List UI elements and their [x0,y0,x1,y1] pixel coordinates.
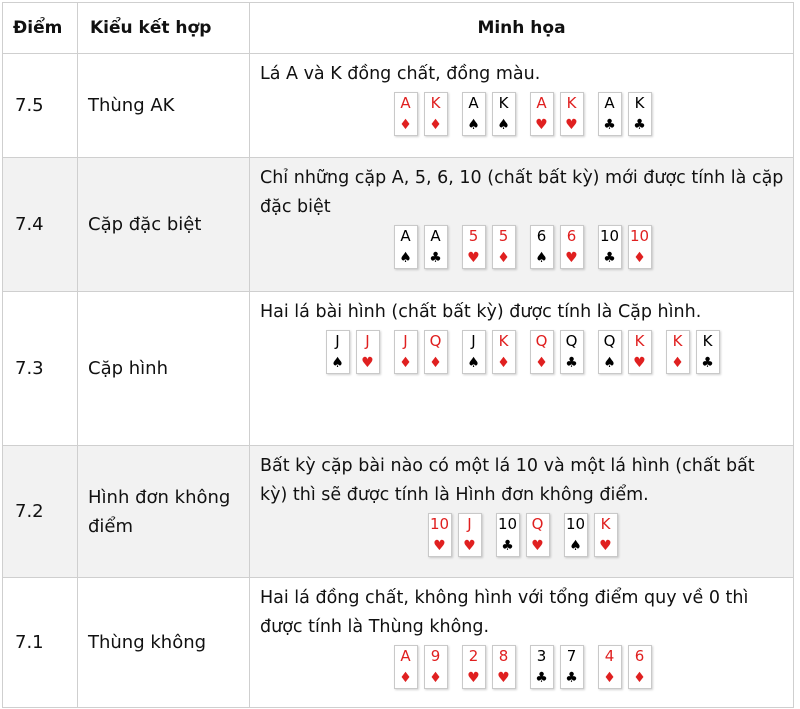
card-pair [530,330,584,374]
card-group [260,513,785,563]
card-suit-icon: ♦ [399,355,412,371]
playing-card [394,225,418,269]
row-combo-name: Thùng AK [78,54,250,158]
playing-card [356,330,380,374]
playing-card [492,330,516,374]
card-suit-icon: ♥ [565,117,578,133]
card-pair [598,645,652,689]
card-rank: J [335,332,340,350]
card-suit-icon: ♠ [535,250,548,266]
card-pair [326,330,380,374]
card-suit-icon: ♣ [535,670,548,686]
card-rank: J [467,515,472,533]
playing-card [594,513,618,557]
card-suit-icon: ♣ [701,355,714,371]
card-rank: 9 [430,647,441,665]
row-description: Lá A và K đồng chất, đồng màu. [260,64,541,84]
card-pair [598,92,652,136]
card-pair [394,645,448,689]
card-suit-icon: ♠ [399,250,412,266]
playing-card [492,645,516,689]
card-rank: K [498,332,509,350]
card-rank: 4 [604,647,615,665]
card-rank: A [400,647,411,665]
card-rank: 5 [498,227,509,245]
card-rank: A [400,94,411,112]
card-pair [530,225,584,269]
card-pair [394,225,448,269]
card-group [260,92,785,142]
playing-card [526,513,550,557]
card-suit-icon: ♣ [501,538,514,554]
card-suit-icon: ♣ [603,250,616,266]
card-group [260,225,785,275]
playing-card [628,645,652,689]
card-suit-icon: ♦ [399,117,412,133]
row-score: 7.1 [3,578,78,708]
card-rank: 10 [599,227,620,245]
row-combo-name: Cặp đặc biệt [78,158,250,292]
playing-card [462,225,486,269]
card-suit-icon: ♦ [603,670,616,686]
card-suit-icon: ♥ [535,117,548,133]
card-suit-icon: ♦ [399,670,412,686]
card-rank: K [634,332,645,350]
playing-card [428,513,452,557]
card-suit-icon: ♦ [429,355,442,371]
card-suit-icon: ♥ [599,538,612,554]
card-suit-icon: ♠ [331,355,344,371]
playing-card [492,225,516,269]
row-score: 7.3 [3,292,78,446]
card-suit-icon: ♦ [535,355,548,371]
card-rank: 5 [468,227,479,245]
card-suit-icon: ♦ [497,355,510,371]
playing-card [496,513,520,557]
playing-card [530,330,554,374]
card-pair [462,225,516,269]
row-illustration [250,446,794,578]
row-combo-name: Thùng không [78,578,250,708]
card-suit-icon: ♣ [603,117,616,133]
header-row [3,3,794,54]
table-row [3,54,794,158]
card-suit-icon: ♥ [463,538,476,554]
card-pair [530,92,584,136]
playing-card [530,92,554,136]
table-row [3,158,794,292]
card-rank: 10 [429,515,450,533]
card-rank: Q [531,515,544,533]
table-row [3,292,794,446]
row-description: Bất kỳ cặp bài nào có một lá 10 và một lá hình (chất bất kỳ) thì sẽ được tính là Hình đơn không điểm. [260,456,755,505]
card-rank: J [471,332,476,350]
playing-card [560,645,584,689]
row-illustration [250,54,794,158]
card-rank: K [430,94,441,112]
playing-card [424,330,448,374]
card-suit-icon: ♠ [497,117,510,133]
playing-card [424,225,448,269]
header-score: Điểm [3,3,78,54]
card-pair [428,513,482,557]
card-rank: K [702,332,713,350]
card-suit-icon: ♥ [633,355,646,371]
card-rank: J [365,332,370,350]
card-rank: A [536,94,547,112]
card-rank: K [600,515,611,533]
table-row [3,578,794,708]
playing-card [628,92,652,136]
playing-card [696,330,720,374]
card-suit-icon: ♥ [433,538,446,554]
row-score: 7.4 [3,158,78,292]
card-rank: 10 [565,515,586,533]
row-illustration [250,292,794,446]
card-suit-icon: ♣ [633,117,646,133]
playing-card [628,330,652,374]
card-rank: A [604,94,615,112]
playing-card [394,92,418,136]
card-suit-icon: ♦ [633,250,646,266]
card-suit-icon: ♥ [467,250,480,266]
card-suit-icon: ♥ [361,355,374,371]
card-rank: K [566,94,577,112]
playing-card [598,330,622,374]
card-rank: 6 [634,647,645,665]
card-suit-icon: ♠ [467,117,480,133]
card-rank: 3 [536,647,547,665]
row-description: Hai lá đồng chất, không hình với tổng điểm quy về 0 thì được tính là Thùng không. [260,588,749,637]
card-suit-icon: ♣ [429,250,442,266]
card-suit-icon: ♠ [467,355,480,371]
card-pair [530,645,584,689]
card-pair [462,645,516,689]
playing-card [462,330,486,374]
card-rank: A [400,227,411,245]
playing-card [424,645,448,689]
playing-card [564,513,588,557]
card-rank: Q [429,332,442,350]
card-rank: 7 [566,647,577,665]
playing-card [462,645,486,689]
card-rank: A [430,227,441,245]
card-pair [598,330,652,374]
row-illustration [250,158,794,292]
card-rank: K [498,94,509,112]
card-pair [462,92,516,136]
card-rank: Q [535,332,548,350]
header-combo: Kiểu kết hợp [78,3,250,54]
card-suit-icon: ♥ [467,670,480,686]
card-suit-icon: ♦ [671,355,684,371]
row-combo-name: Hình đơn không điểm [78,446,250,578]
header-illustration: Minh họa [250,3,794,54]
playing-card [560,330,584,374]
card-pair [564,513,618,557]
playing-card [560,225,584,269]
card-rank: 10 [497,515,518,533]
card-suit-icon: ♠ [603,355,616,371]
card-pair [394,92,448,136]
scoring-table [2,2,794,708]
playing-card [598,92,622,136]
playing-card [394,330,418,374]
playing-card [326,330,350,374]
card-pair [666,330,720,374]
card-rank: 10 [629,227,650,245]
card-suit-icon: ♣ [565,670,578,686]
playing-card [492,92,516,136]
row-description: Hai lá bài hình (chất bất kỳ) được tính là Cặp hình. [260,302,702,322]
card-suit-icon: ♦ [429,670,442,686]
row-description: Chỉ những cặp A, 5, 6, 10 (chất bất kỳ) mới được tính là cặp đặc biệt [260,168,784,217]
playing-card [666,330,690,374]
playing-card [530,645,554,689]
playing-card [458,513,482,557]
playing-card [462,92,486,136]
card-rank: 2 [468,647,479,665]
row-score: 7.5 [3,54,78,158]
row-illustration [250,578,794,708]
card-pair [598,225,652,269]
card-suit-icon: ♥ [565,250,578,266]
card-suit-icon: ♥ [531,538,544,554]
card-pair [462,330,516,374]
card-rank: Q [565,332,578,350]
playing-card [394,645,418,689]
playing-card [424,92,448,136]
card-rank: 6 [566,227,577,245]
card-suit-icon: ♠ [569,538,582,554]
playing-card [598,225,622,269]
card-rank: 8 [498,647,509,665]
playing-card [530,225,554,269]
card-rank: 6 [536,227,547,245]
card-pair [394,330,448,374]
row-combo-name: Cặp hình [78,292,250,446]
playing-card [628,225,652,269]
card-suit-icon: ♦ [497,250,510,266]
card-suit-icon: ♦ [429,117,442,133]
card-suit-icon: ♣ [565,355,578,371]
card-suit-icon: ♦ [633,670,646,686]
card-rank: J [403,332,408,350]
playing-card [598,645,622,689]
card-rank: K [672,332,683,350]
table-row [3,446,794,578]
card-rank: A [468,94,479,112]
card-suit-icon: ♥ [497,670,510,686]
row-score: 7.2 [3,446,78,578]
card-group [260,645,785,695]
card-group [260,330,785,380]
card-pair [496,513,550,557]
playing-card [560,92,584,136]
card-rank: K [634,94,645,112]
card-rank: Q [603,332,616,350]
